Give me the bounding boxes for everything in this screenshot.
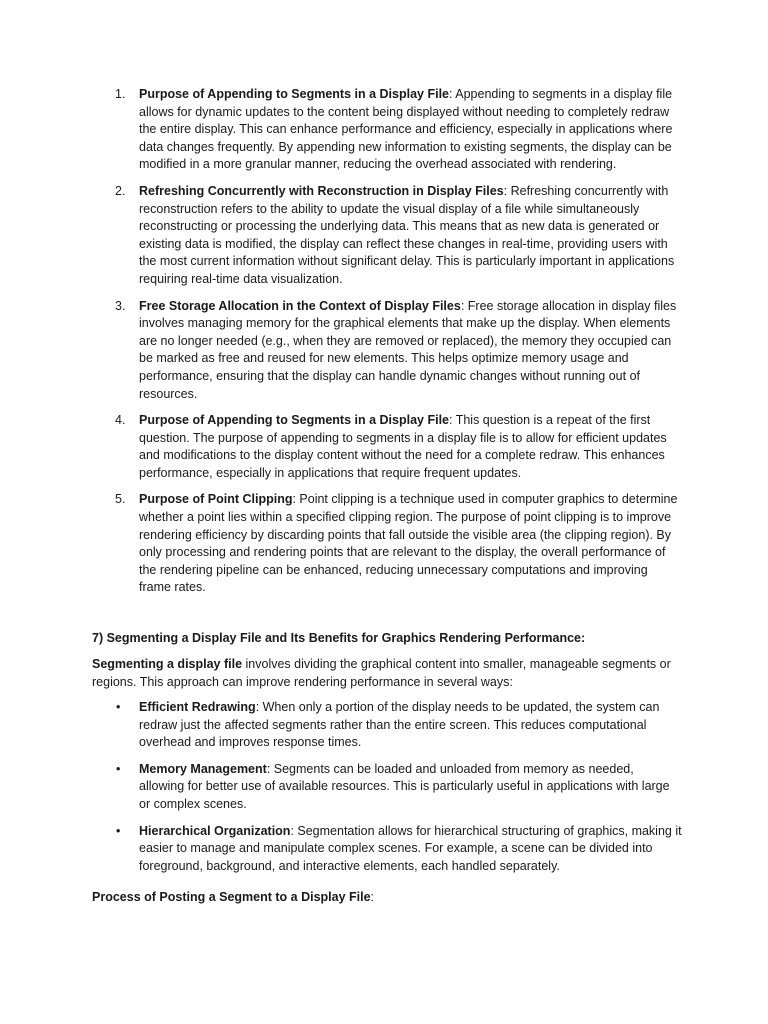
item-number: 3. <box>115 298 126 313</box>
item-title: Purpose of Appending to Segments in a Display File <box>139 87 449 101</box>
final-heading <box>92 889 692 907</box>
bullet-icon: • <box>116 823 121 838</box>
item-title: Free Storage Allocation in the Context of Display Files <box>139 298 461 313</box>
intro-text: involves dividing the graphical content into smaller, manageable segments or regions. This approach can improve rendering performance in several ways: <box>92 657 671 689</box>
final-heading-text: Process of Posting a Segment to a Display File <box>92 890 371 904</box>
bullet-icon: • <box>116 700 121 714</box>
item-text: : This question is a repeat of the first question. The purpose of appending to segments in a display file is to allow for efficient updates and modifications to the display content without the need for a complete redraw. This enhances performance, especially in applications that require frequent updates. <box>139 413 667 480</box>
bullet-item <box>92 761 682 814</box>
numbered-list <box>92 86 682 606</box>
item-text: : Refreshing concurrently with reconstruction refers to the ability to update the visual display of a file while simultaneously reconstructing or processing the underlying data. This means that as new data is generated or existing data is modified, the display can reflect these changes in real-time, providing users with the most current information without significant delay. This is particularly important in applications requiring real-time data visualization. <box>139 183 675 286</box>
item-text: : Appending to segments in a display file allows for dynamic updates to the content being displayed without needing to completely redraw the entire display. This can enhance performance and efficiency, especially in applications where data changes frequently. By appending new information to existing segments, the display can be modified in a more granular manner, reducing the overhead associated with rendering. <box>139 87 673 172</box>
item-text: : Free storage allocation in display files involves managing memory for the graphical elements that make up the display. When elements are no longer needed (e.g., when they are removed or replaced), the memory they occupied can be marked as free and reused for new elements. This helps optimize memory usage and performance, ensuring that the display can handle dynamic changes without running out of resources. <box>139 298 677 401</box>
bullet-title: Hierarchical Organization <box>139 823 291 838</box>
bullet-list <box>92 699 682 884</box>
item-number: 2. <box>115 183 126 198</box>
intro-paragraph <box>92 656 682 691</box>
bullet-title: Memory Management <box>139 761 267 776</box>
item-number: 1. <box>115 87 126 101</box>
item-title: Purpose of Point Clipping <box>139 492 293 507</box>
item-text: : Point clipping is a technique used in computer graphics to determine whether a point lies within a specified clipping region. The purpose of point clipping is to improve rendering efficiency by discarding points that fall outside the visible area (the clipping region). By only processing and rendering points that are relevant to the display, the overall performance of the rendering pipeline can be enhanced, reducing unnecessary computations and improving frame rates. <box>139 492 678 595</box>
list-item <box>92 412 682 482</box>
section-heading: 7) Segmenting a Display File and Its Benefits for Graphics Rendering Performance: <box>92 631 586 645</box>
bullet-item <box>92 823 682 876</box>
item-number: 4. <box>115 413 126 428</box>
bullet-text: : Segments can be loaded and unloaded from memory as needed, allowing for better use of available resources. This is particularly useful in applications with large or complex scenes. <box>139 761 670 811</box>
bullet-icon: • <box>116 761 121 776</box>
bullet-text: : When only a portion of the display needs to be updated, the system can redraw just the affected segments rather than the entire screen. This reduces computational overhead and improves response times. <box>139 700 660 750</box>
item-number: 5. <box>115 492 126 507</box>
list-item <box>92 183 682 289</box>
final-heading-colon: : <box>370 890 375 904</box>
intro-bold: Segmenting a display file <box>92 657 243 671</box>
bullet-item <box>92 699 682 752</box>
bullet-title: Efficient Redrawing <box>139 700 256 714</box>
bullet-text: : Segmentation allows for hierarchical structuring of graphics, making it easier to manage and manipulate complex scenes. For example, a scene can be divided into foreground, background, and interactive elements, each handled separately. <box>139 823 682 873</box>
list-item <box>92 86 682 174</box>
list-item <box>92 491 682 597</box>
list-item <box>92 298 682 404</box>
item-title: Refreshing Concurrently with Reconstruction in Display Files <box>139 183 504 198</box>
item-title: Purpose of Appending to Segments in a Display File <box>139 413 449 428</box>
